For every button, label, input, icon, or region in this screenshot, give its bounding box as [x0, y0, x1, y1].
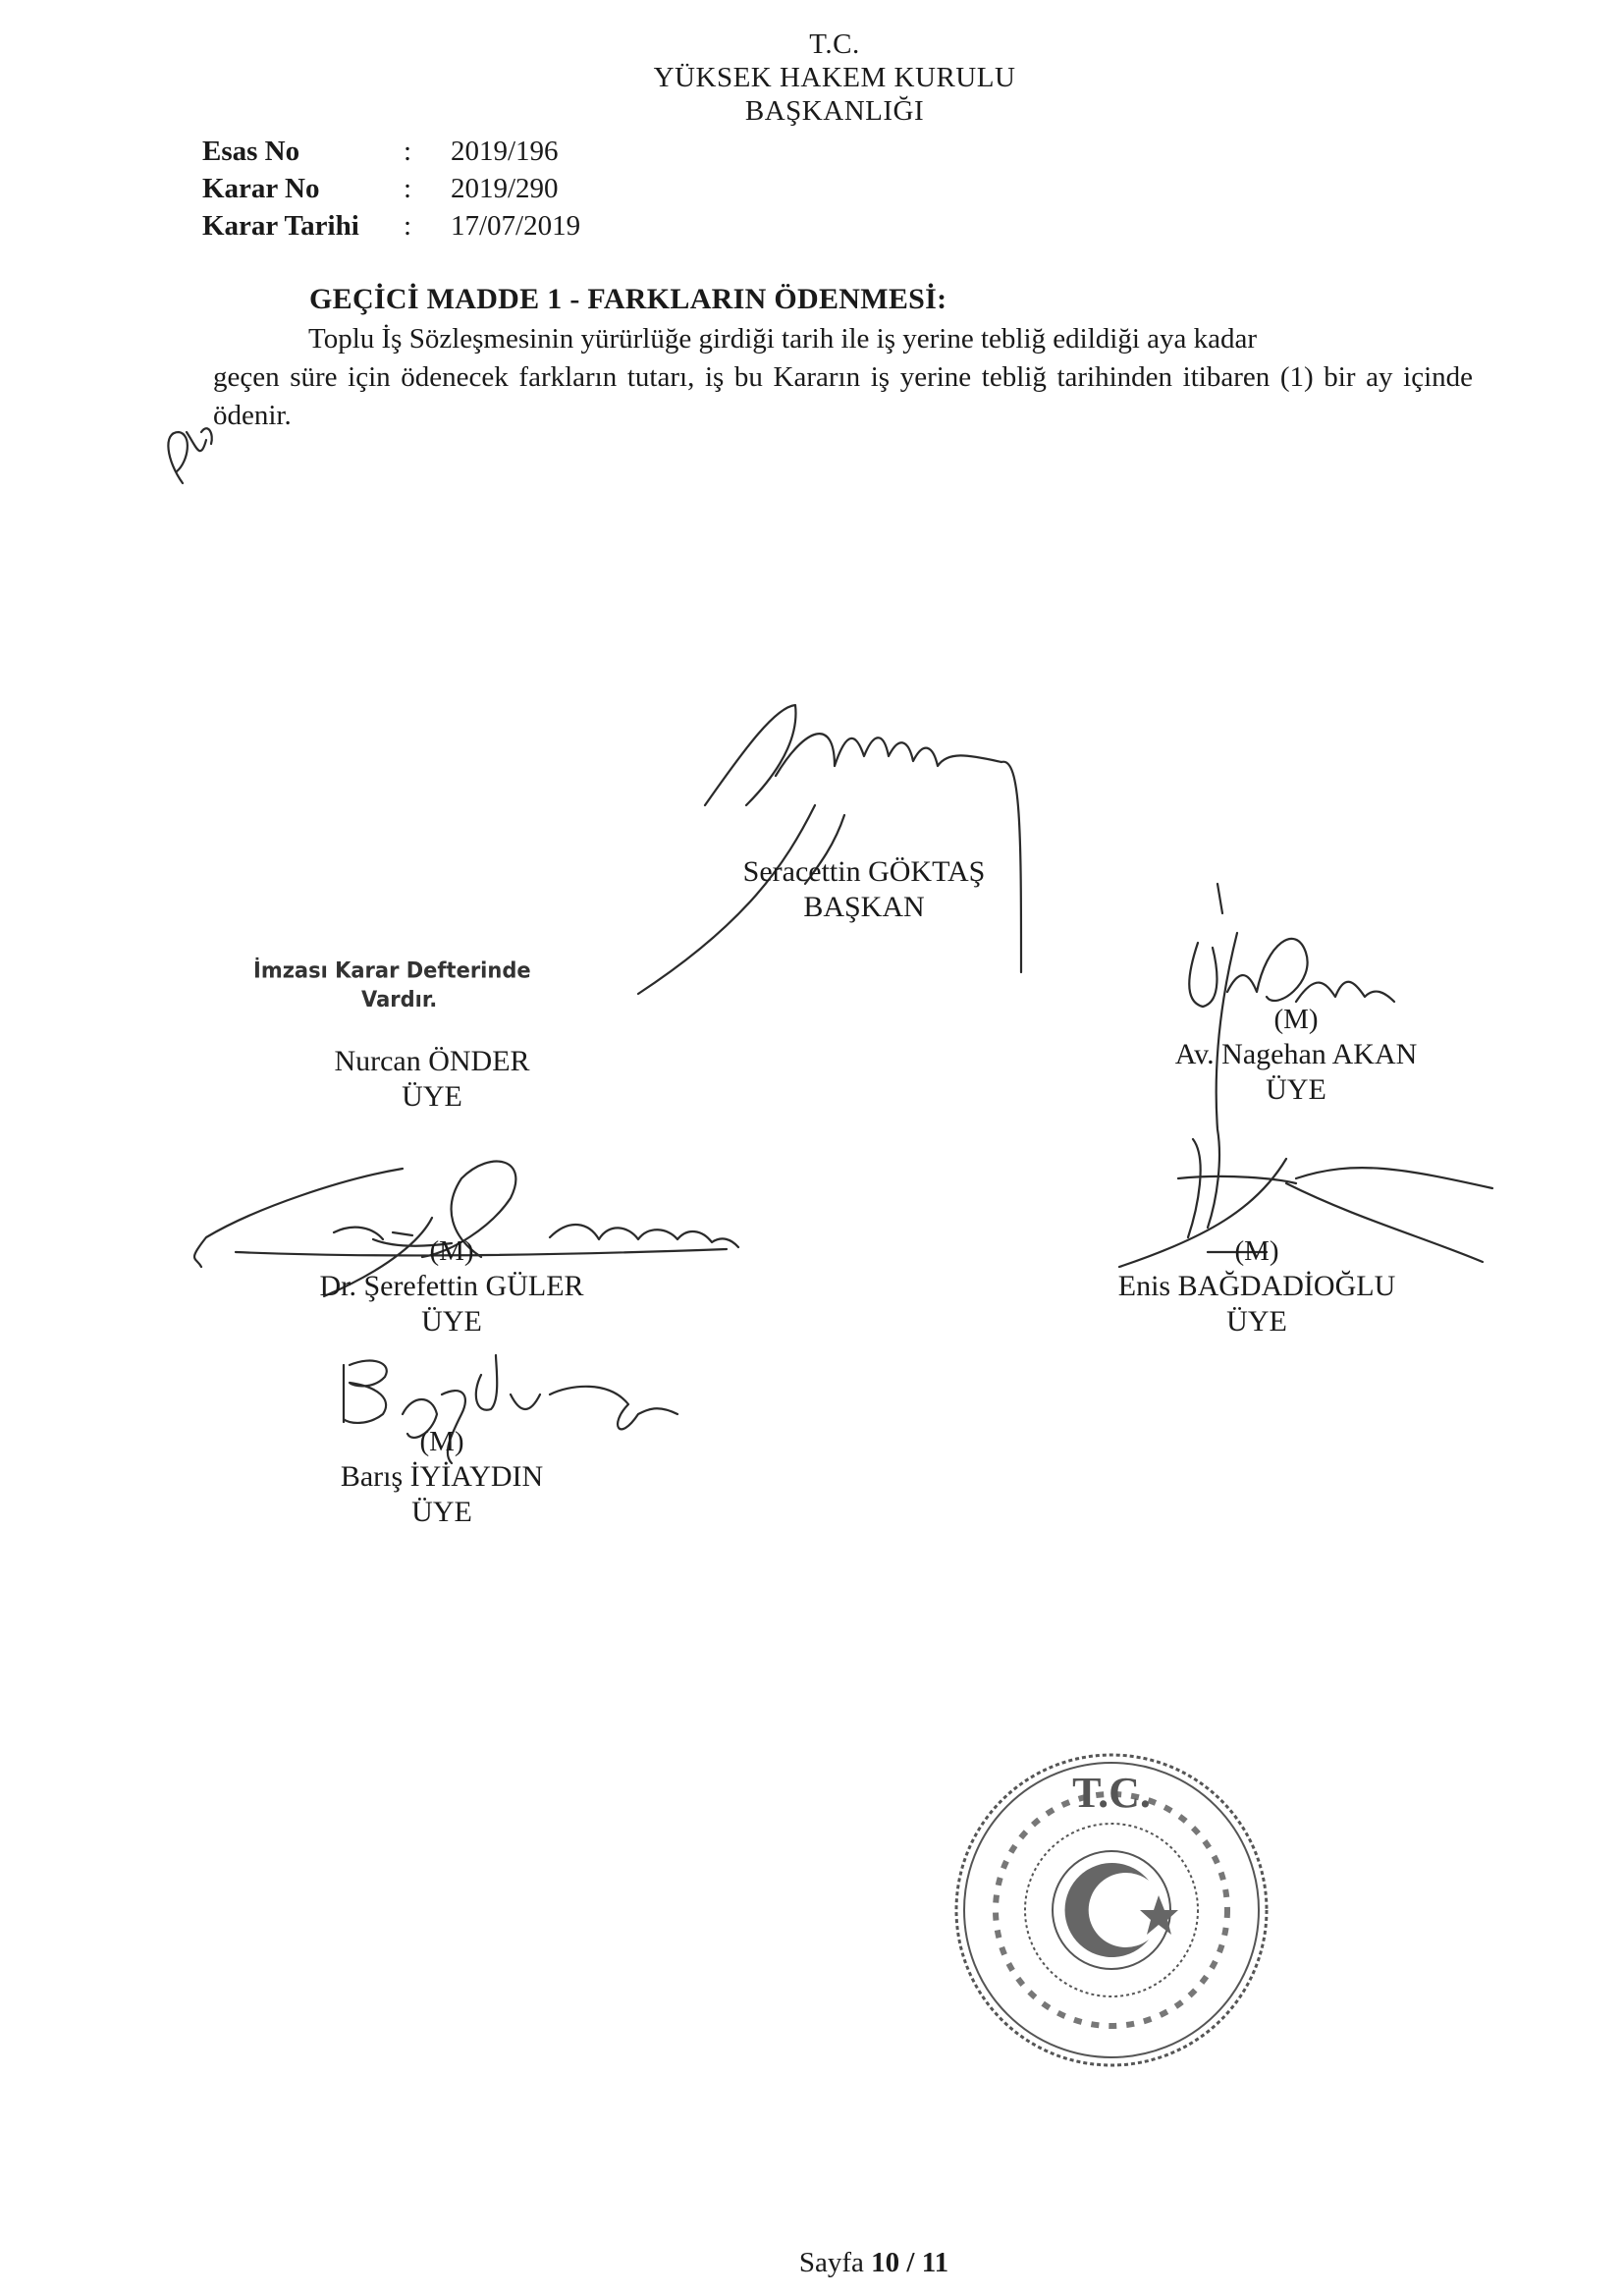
member-role: ÜYE — [411, 1496, 472, 1528]
meta-value: 17/07/2019 — [451, 210, 581, 242]
chair-name: Seracettin GÖKTAŞ — [742, 855, 986, 888]
section-title: GEÇİCİ MADDE 1 - FARKLARIN ÖDENMESİ: — [309, 283, 947, 315]
member-name: Barış İYİAYDIN — [340, 1460, 544, 1493]
member-role: ÜYE — [1226, 1305, 1287, 1338]
page-footer — [0, 2247, 1623, 2279]
header-tc: T.C. — [809, 28, 860, 60]
member-name: Nurcan ÖNDER — [334, 1045, 530, 1077]
member-note: (M) — [1234, 1235, 1279, 1267]
page-number: 10 / 11 — [871, 2247, 949, 2278]
header-presidency: BAŞKANLIĞI — [744, 95, 925, 127]
member-role: ÜYE — [1266, 1073, 1326, 1106]
header-institution: YÜKSEK HAKEM KURULU — [653, 62, 1016, 93]
seal-text: T.C. — [1072, 1769, 1151, 1817]
member-note: (M) — [429, 1235, 474, 1267]
meta-key: Esas No — [202, 136, 300, 167]
member-role: ÜYE — [421, 1305, 482, 1338]
meta-key: Karar Tarihi — [202, 210, 359, 242]
member-name: Dr. Şerefettin GÜLER — [319, 1270, 584, 1302]
meta-sep: : — [404, 136, 412, 167]
meta-value: 2019/290 — [451, 173, 559, 204]
register-note-line1: İmzası Karar Defterinde — [253, 957, 531, 983]
member-name: Av. Nagehan AKAN — [1174, 1038, 1418, 1070]
section-body-rest: geçen süre için ödenecek farkların tutarı, iş bu Kararın iş yerine tebliğ tarihinden itibaren (1) bir ay içinde ödenir. — [213, 361, 1473, 431]
register-note-line2: Vardır. — [361, 987, 438, 1012]
meta-sep: : — [404, 173, 412, 204]
member-note: (M) — [419, 1426, 464, 1457]
member-note: (M) — [1273, 1004, 1319, 1035]
member-name: Enis BAĞDADİOĞLU — [1117, 1270, 1396, 1302]
chair-role: BAŞKAN — [803, 891, 925, 923]
meta-value: 2019/196 — [451, 136, 559, 167]
footer-label: Sayfa — [798, 2247, 864, 2278]
meta-key: Karar No — [202, 173, 320, 204]
member-role: ÜYE — [402, 1080, 462, 1113]
section-body-line1: Toplu İş Sözleşmesinin yürürlüğe girdiği tarih ile iş yerine tebliğ edildiği aya kadar — [308, 323, 1258, 355]
meta-sep: : — [404, 210, 412, 242]
